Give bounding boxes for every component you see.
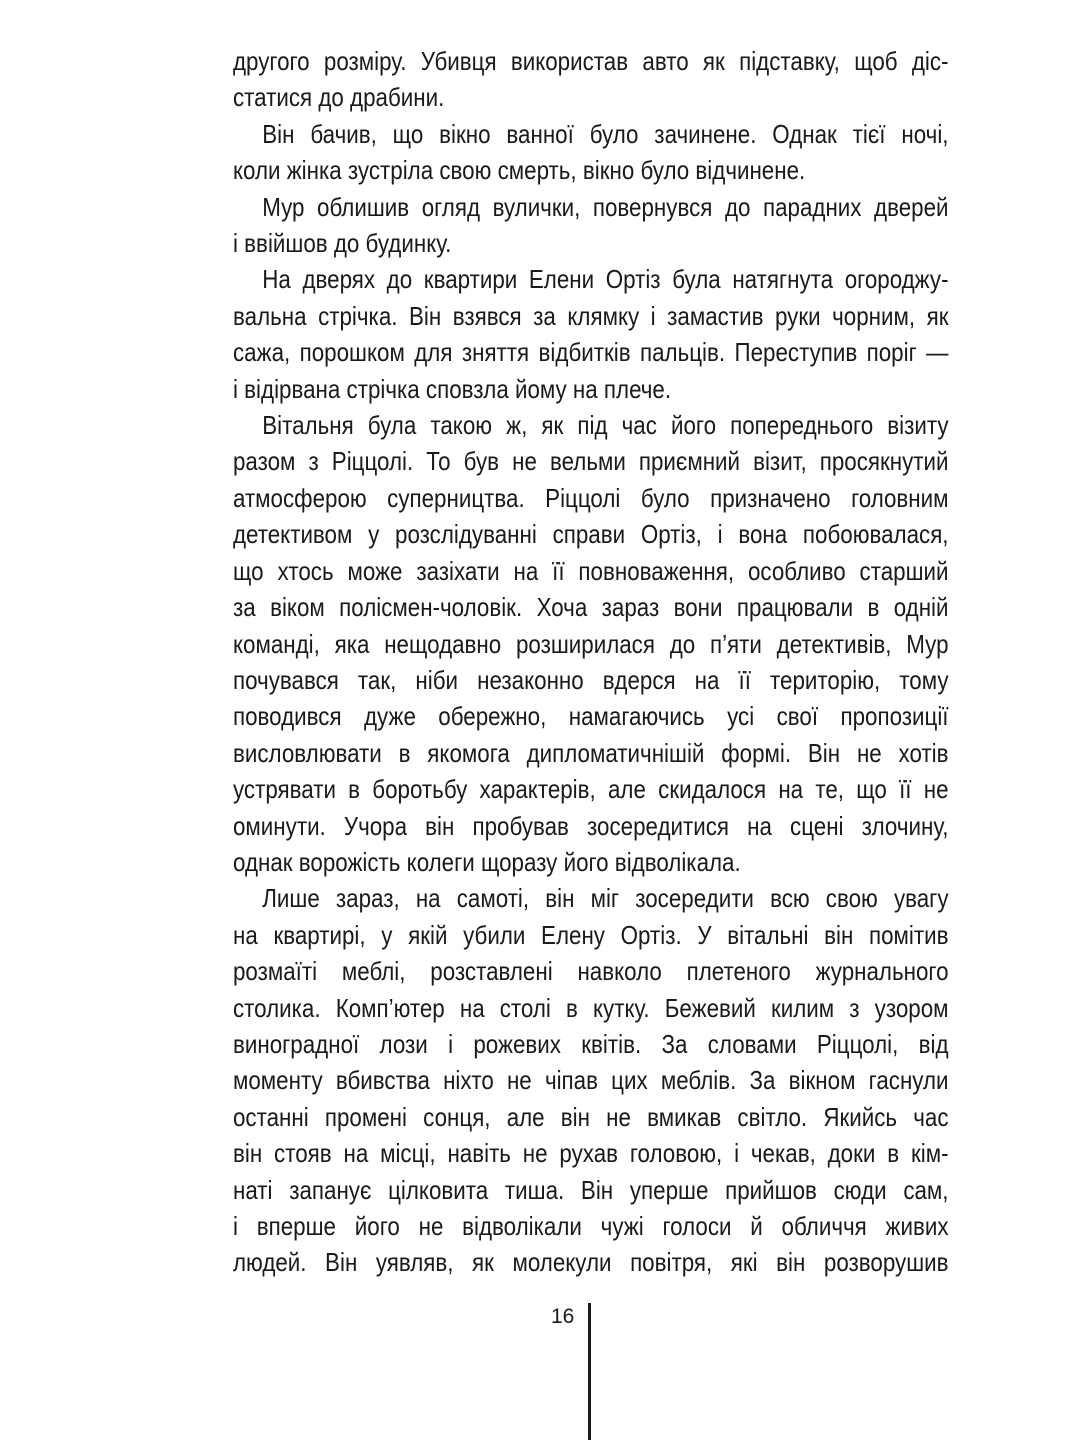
paragraph (233, 880, 949, 1280)
text-line: атмосферою суперництва. Ріццолі було призначено головним (233, 482, 949, 513)
text-line: що хтось може зазіхати на її повноваження, особливо старший (233, 555, 949, 586)
text-line: почувався так, ніби незаконно вдерся на її територію, тому (233, 664, 949, 695)
text-line: поводився дуже обережно, намагаючись усі свої пропозиції (233, 701, 949, 732)
text-line: устрявати в боротьбу характерів, але скидалося на те, що її не (233, 774, 949, 805)
text-line: другого розміру. Убивця використав авто як підставку, щоб діс- (233, 46, 949, 76)
paragraph (233, 43, 949, 116)
paragraph (233, 407, 949, 880)
text-line: Мур облишив огляд вулички, повернувся до парадних дверей (262, 191, 949, 222)
page-rule (588, 1303, 591, 1440)
text-line: Лише зараз, на самоті, він міг зосередити всю свою увагу (262, 883, 949, 914)
text-line: Він бачив, що вікно ванної було зачинене. Однак тієї ночі, (262, 118, 949, 149)
paragraph (233, 116, 949, 189)
text-line: На дверях до квартири Елени Ортіз була натягнута огороджу- (262, 264, 949, 295)
text-line: столика. Комп’ютер на столі в кутку. Бежевий килим з узором (233, 992, 949, 1023)
text-line: однак ворожість колеги щоразу його відволікала. (233, 846, 741, 877)
paragraph (233, 261, 949, 407)
text-line: коли жінка зустріла свою смерть, вікно було відчинене. (233, 155, 806, 186)
text-line: моменту вбивства ніхто не чіпав цих меблів. За вікном гаснули (233, 1065, 949, 1096)
text-line: оминути. Учора він пробував зосередитися на сцені злочину, (233, 810, 949, 841)
text-line: виноградної лози і рожевих квітів. За словами Ріццолі, від (233, 1028, 949, 1059)
text-line: за віком полісмен-чоловік. Хоча зараз вони працювали в одній (233, 592, 949, 623)
text-line: разом з Ріццолі. То був не вельми приємний візит, просякнутий (233, 446, 949, 477)
text-line: Вітальня була такою ж, як під час його попереднього візиту (262, 410, 949, 441)
text-line: останні промені сонця, але він не вмикав світло. Якийсь час (233, 1101, 949, 1132)
text-line: команді, яка нещодавно розширилася до п’яти детективів, Мур (233, 628, 949, 659)
text-line: і вперше його не відволікали чужі голоси й обличчя живих (233, 1211, 949, 1241)
text-line: статися до драбини. (233, 82, 445, 113)
text-line: сажа, порошком для зняття відбитків пальців. Переступив поріг — (233, 337, 949, 368)
text-line: наті запанує цілковита тиша. Він уперше прийшов сюди сам, (233, 1174, 949, 1205)
text-line: на квартирі, у якій убили Елену Ортіз. У вітальні він помітив (233, 919, 949, 950)
paragraph (233, 189, 949, 262)
text-line: висловлювати в якомога дипломатичнішій формі. Він не хотів (233, 737, 949, 768)
text-line: і ввійшов до будинку. (233, 228, 452, 259)
text-line: людей. Він уявляв, як молекули повітря, які він розворушив (233, 1247, 949, 1278)
body-text (233, 43, 949, 1281)
text-line: розмаїті меблі, розставлені навколо плетеного журнального (233, 956, 949, 987)
page-number: 16 (551, 1305, 575, 1328)
text-line: і відірвана стрічка сповзла йому на плече. (233, 373, 672, 404)
text-line: детективом у розслідуванні справи Ортіз, і вона побоювалася, (233, 519, 949, 550)
text-line: вальна стрічка. Він взявся за клямку і замастив руки чорним, як (233, 300, 949, 331)
text-line: він стояв на місці, навіть не рухав головою, і чекав, доки в кім- (233, 1138, 949, 1169)
